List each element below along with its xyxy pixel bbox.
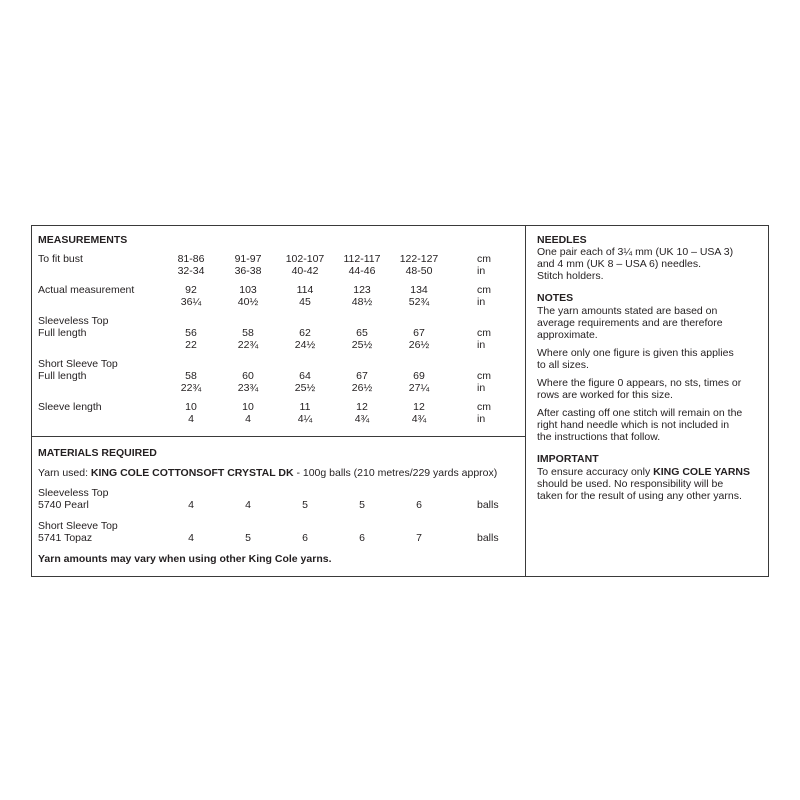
size-in: 48½	[351, 296, 373, 308]
size-in: 24½	[294, 339, 316, 351]
balls-count: 7	[416, 532, 422, 544]
size-in: 4¾	[354, 413, 370, 425]
size-cm: 134	[410, 284, 428, 296]
size-in: 45	[299, 296, 311, 308]
unit-in: in	[477, 296, 486, 308]
balls-count: 6	[416, 499, 422, 511]
row-sublabel: Full length	[38, 370, 87, 382]
unit-in: in	[477, 339, 486, 351]
unit-balls: balls	[477, 499, 499, 511]
size-in: 25½	[351, 339, 373, 351]
size-cm: 10	[242, 401, 254, 413]
size-in: 22	[185, 339, 197, 351]
unit-in: in	[477, 265, 486, 277]
row-sublabel: Full length	[38, 327, 87, 339]
size-in: 23¾	[237, 382, 259, 394]
notes-line: approximate.	[537, 329, 598, 341]
notes-line: Where only one figure is given this applies	[537, 347, 734, 359]
size-cm: 62	[299, 327, 311, 339]
size-cm: 12	[413, 401, 425, 413]
notes-line: Where the figure 0 appears, no sts, times or	[537, 377, 742, 389]
size-cm: 92	[185, 284, 197, 296]
notes-line: The yarn amounts stated are based on	[537, 305, 718, 317]
unit-in: in	[477, 382, 486, 394]
row-label: To fit bust	[38, 253, 83, 265]
size-in: 36-38	[234, 265, 262, 277]
balls-count: 6	[302, 532, 308, 544]
notes-line: After casting off one stitch will remain on the	[537, 407, 743, 419]
unit-cm: cm	[477, 284, 491, 296]
important-heading: IMPORTANT	[537, 453, 599, 465]
size-cm: 67	[413, 327, 425, 339]
size-cm: 114	[296, 284, 314, 296]
column-divider	[525, 225, 526, 577]
size-cm: 81-86	[177, 253, 205, 265]
size-in: 36¼	[180, 296, 202, 308]
notes-line: to all sizes.	[537, 359, 589, 371]
size-cm: 58	[242, 327, 254, 339]
needles-heading: NEEDLES	[537, 234, 587, 246]
balls-count: 4	[245, 499, 251, 511]
balls-count: 5	[302, 499, 308, 511]
size-in: 32-34	[177, 265, 205, 277]
important-line: taken for the result of using any other yarns.	[537, 490, 742, 502]
important-line	[537, 466, 750, 478]
unit-in: in	[477, 413, 486, 425]
yarn-used-line	[38, 467, 497, 479]
yarn-name: KING COLE COTTONSOFT CRYSTAL DK	[90, 467, 294, 479]
balls-count: 5	[359, 499, 365, 511]
size-cm: 69	[413, 370, 425, 382]
yarn-suffix: - 100g balls (210 metres/229 yards approx)	[293, 467, 498, 479]
unit-cm: cm	[477, 253, 491, 265]
section-divider	[31, 436, 526, 437]
size-in: 27¼	[408, 382, 430, 394]
unit-cm: cm	[477, 327, 491, 339]
size-cm: 112-117	[343, 253, 381, 265]
size-cm: 64	[299, 370, 311, 382]
important-line: should be used. No responsibility will be	[537, 478, 724, 490]
notes-line: rows are worked for this size.	[537, 389, 673, 401]
size-cm: 65	[356, 327, 368, 339]
size-cm: 60	[242, 370, 254, 382]
size-cm: 67	[356, 370, 368, 382]
yarn-variation-note: Yarn amounts may vary when using other King Cole yarns.	[38, 553, 332, 565]
size-in: 4	[188, 413, 194, 425]
notes-heading: NOTES	[537, 292, 574, 304]
size-in: 40-42	[291, 265, 319, 277]
notes-line: average requirements and are therefore	[537, 317, 723, 329]
row-label: Short Sleeve Top	[38, 358, 118, 370]
row-label: Sleeveless Top	[38, 315, 109, 327]
needles-line: and 4 mm (UK 8 – USA 6) needles.	[537, 258, 701, 270]
balls-count: 6	[359, 532, 365, 544]
row-label: Actual measurement	[38, 284, 135, 296]
size-in: 4¾	[411, 413, 427, 425]
size-in: 52¾	[408, 296, 430, 308]
balls-count: 4	[188, 499, 194, 511]
important-brand: KING COLE YARNS	[653, 466, 751, 478]
material-shade: 5740 Pearl	[38, 499, 89, 511]
size-in: 48-50	[405, 265, 433, 277]
size-cm: 56	[185, 327, 197, 339]
size-cm: 91-97	[234, 253, 262, 265]
needles-line: One pair each of 3¼ mm (UK 10 – USA 3)	[537, 246, 734, 258]
row-label: Sleeve length	[38, 401, 102, 413]
size-cm: 122-127	[399, 253, 439, 265]
notes-line: right hand needle which is not included in	[537, 419, 730, 431]
material-label: Sleeveless Top	[38, 487, 109, 499]
size-in: 26½	[408, 339, 430, 351]
size-in: 40½	[237, 296, 259, 308]
size-in: 22¾	[237, 339, 259, 351]
materials-heading: MATERIALS REQUIRED	[38, 447, 157, 459]
size-cm: 102-107	[285, 253, 325, 265]
unit-cm: cm	[477, 370, 491, 382]
balls-count: 4	[188, 532, 194, 544]
material-shade: 5741 Topaz	[38, 532, 93, 544]
balls-count: 5	[245, 532, 251, 544]
yarn-prefix: Yarn used:	[38, 467, 91, 479]
important-prefix: To ensure accuracy only	[537, 466, 654, 478]
notes-line: the instructions that follow.	[537, 431, 661, 443]
unit-cm: cm	[477, 401, 491, 413]
size-in: 4¼	[297, 413, 313, 425]
size-in: 26½	[351, 382, 373, 394]
size-cm: 10	[185, 401, 197, 413]
size-in: 44-46	[348, 265, 376, 277]
needles-line: Stitch holders.	[537, 270, 604, 282]
size-in: 22¾	[180, 382, 202, 394]
unit-balls: balls	[477, 532, 499, 544]
measurements-heading: MEASUREMENTS	[38, 234, 128, 246]
size-cm: 103	[239, 284, 257, 296]
material-label: Short Sleeve Top	[38, 520, 118, 532]
size-cm: 11	[299, 401, 311, 413]
size-cm: 58	[185, 370, 197, 382]
size-in: 4	[245, 413, 251, 425]
size-cm: 123	[353, 284, 371, 296]
size-cm: 12	[356, 401, 368, 413]
size-in: 25½	[294, 382, 316, 394]
